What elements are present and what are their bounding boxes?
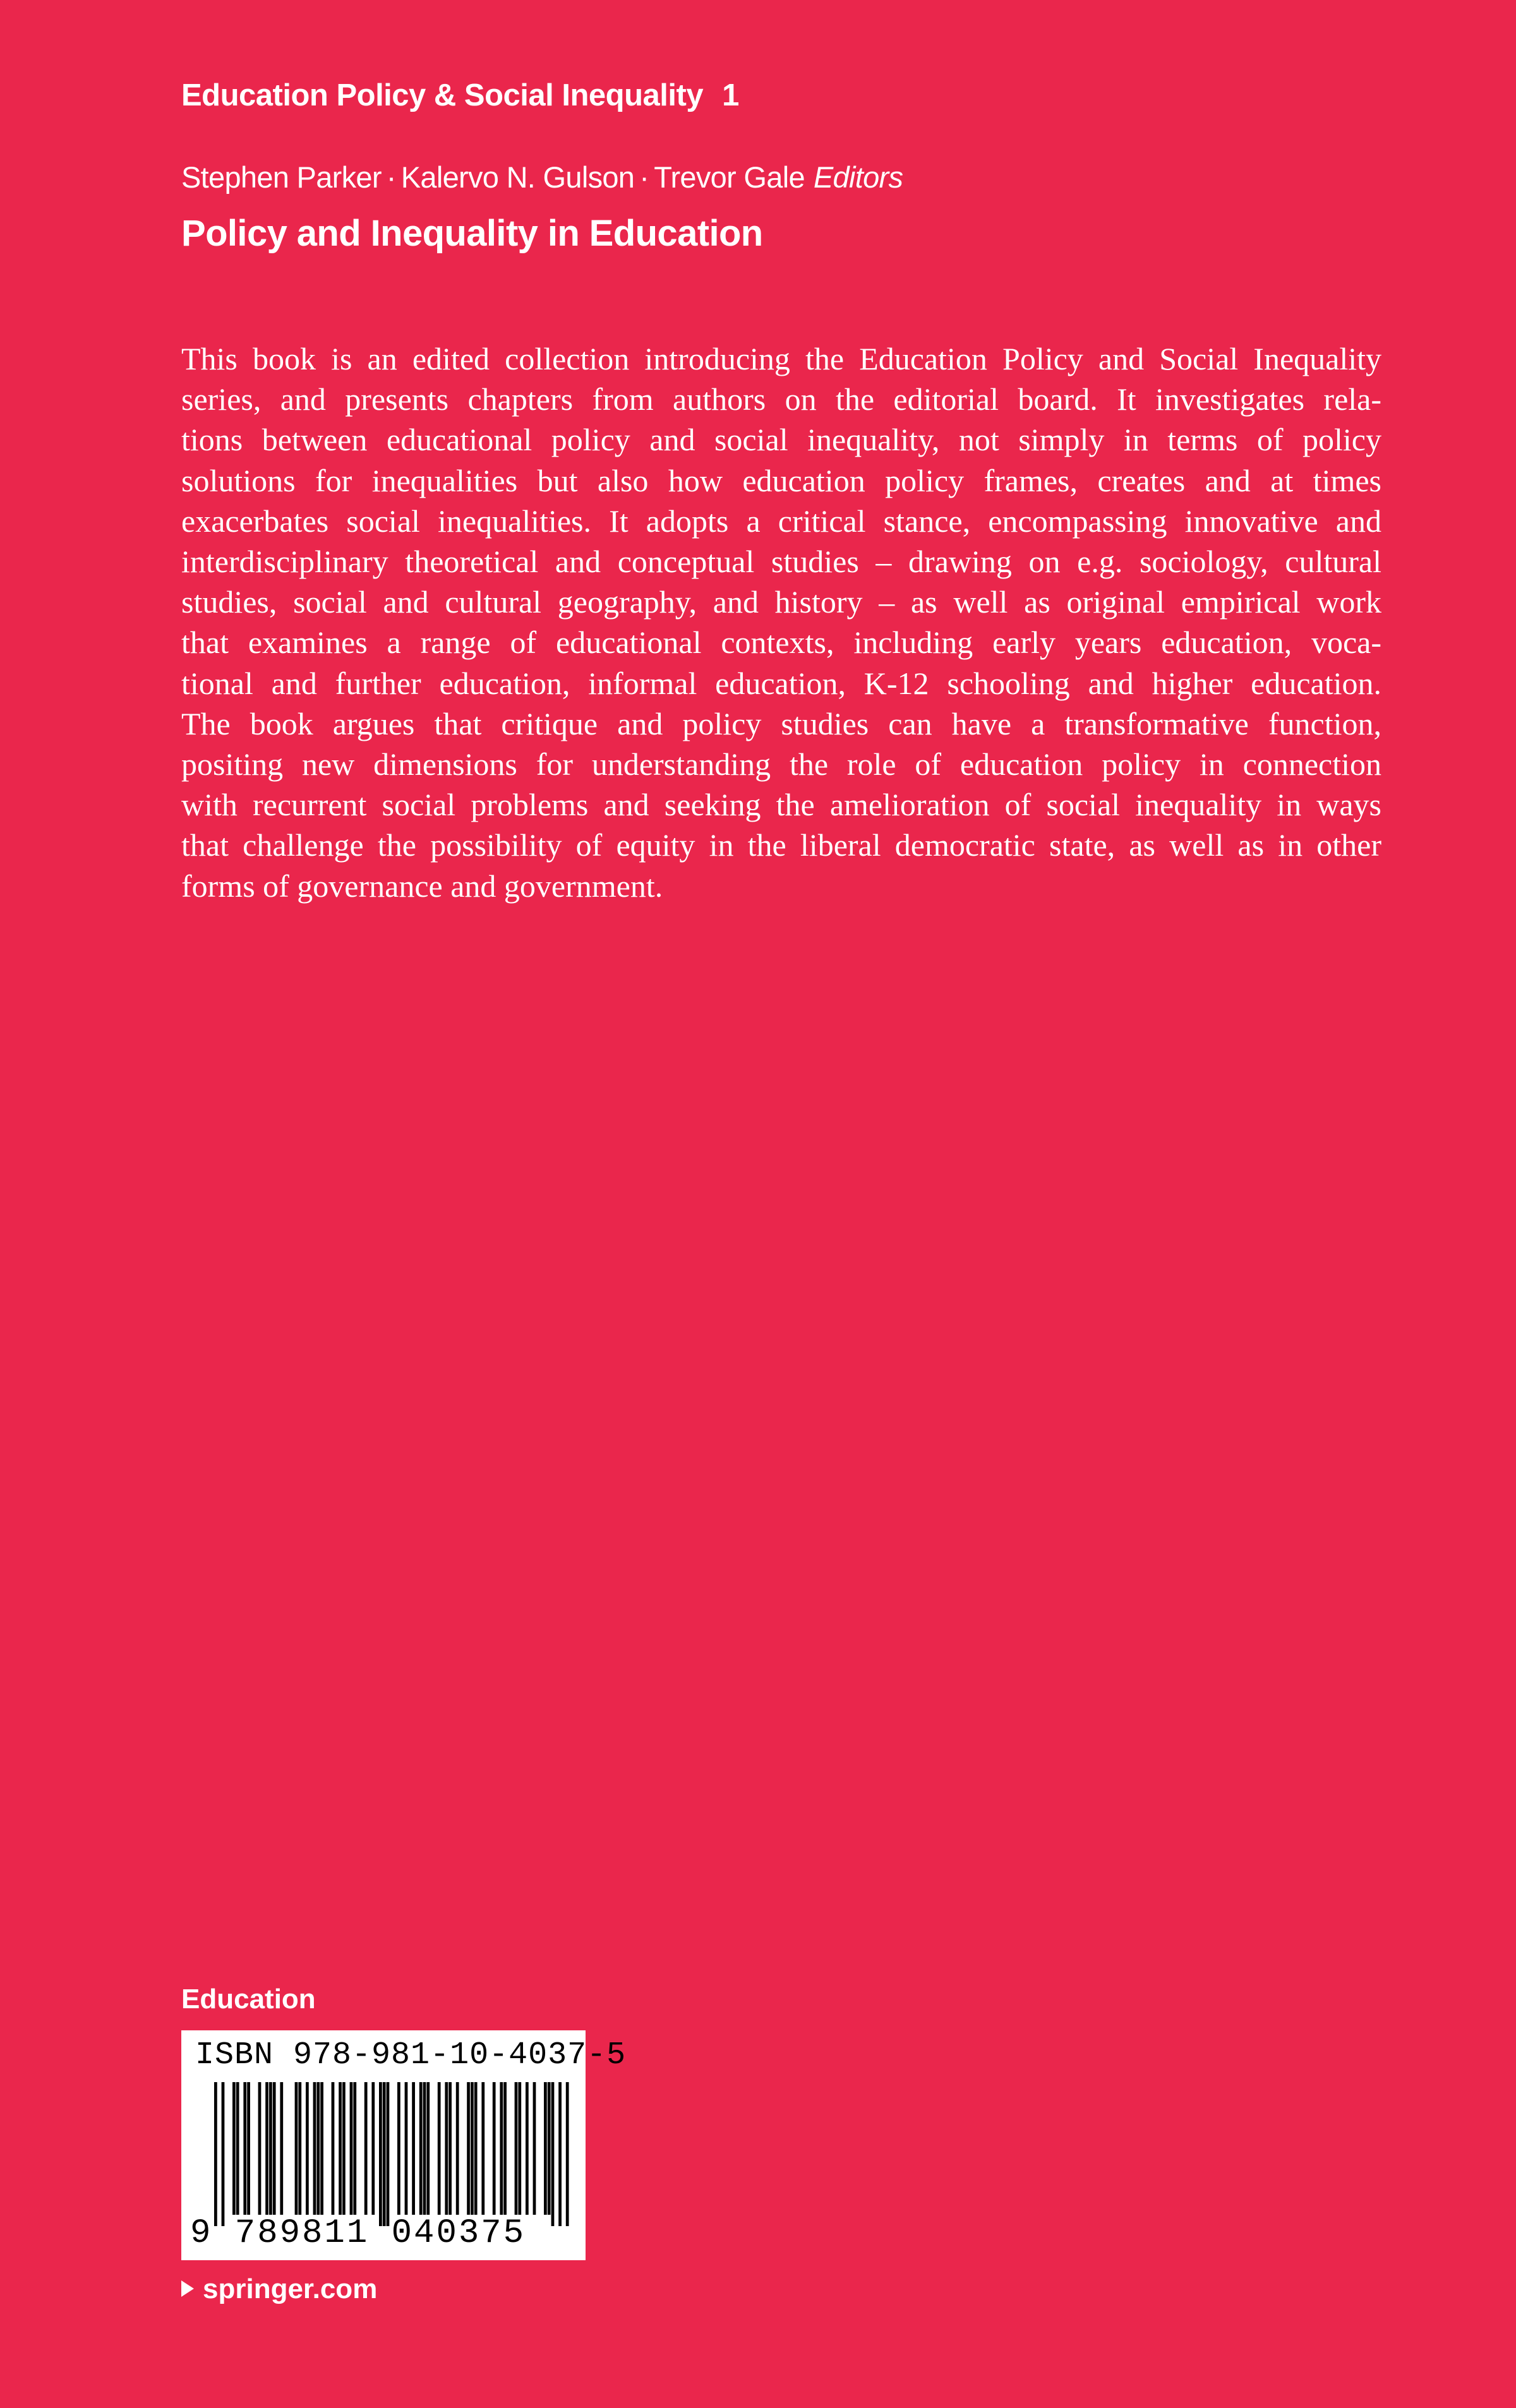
description-line: tions between educational policy and social inequality, not simply in terms of policy <box>181 422 1381 458</box>
barcode-bar <box>342 2082 346 2215</box>
barcode-bar <box>332 2082 335 2215</box>
barcode-bar <box>474 2082 478 2215</box>
description-line: series, and presents chapters from authors on the editorial board. It investigates rela- <box>181 381 1381 417</box>
barcode-bar <box>222 2082 225 2226</box>
barcode-bar <box>526 2082 529 2215</box>
barcode-bar <box>353 2082 356 2215</box>
barcode-bar <box>544 2082 547 2215</box>
ean-digits: 9 789811 040375 <box>190 2214 526 2253</box>
barcode-bar <box>423 2082 426 2215</box>
barcode-bar <box>566 2082 569 2226</box>
barcode-bar <box>467 2082 470 2215</box>
editor-name: Stephen Parker <box>181 160 382 194</box>
barcode-bar <box>471 2082 474 2215</box>
barcode-bar <box>448 2082 452 2215</box>
barcode-bar <box>503 2082 507 2215</box>
description-line: that examines a range of educational contexts, including early years education, voca- <box>181 625 1381 661</box>
description-line: positing new dimensions for understanding the role of education policy in connection <box>181 746 1381 782</box>
barcode-bar <box>558 2082 562 2226</box>
barcode-bar <box>269 2082 272 2215</box>
barcode-bar <box>500 2082 503 2215</box>
description-line: that challenge the possibility of equity in the liberal democratic state, as well as in other <box>181 827 1381 863</box>
book-description <box>181 338 1381 906</box>
description-line: tional and further education, informal education, K-12 schooling and higher education. <box>181 665 1381 701</box>
barcode-bar <box>313 2082 316 2215</box>
barcode-bar <box>298 2082 301 2215</box>
barcode-bar <box>364 2082 368 2215</box>
barcode-bar <box>350 2082 353 2215</box>
editors-role: Editors <box>813 160 903 194</box>
barcode-bar <box>481 2082 484 2215</box>
barcode-bar <box>280 2082 283 2215</box>
barcode-bar <box>405 2082 408 2215</box>
barcode-bar <box>387 2082 390 2226</box>
barcode-bar <box>518 2082 521 2215</box>
description-line: interdisciplinary theoretical and conceptual studies – drawing on e.g. sociology, cultural <box>181 544 1381 580</box>
barcode-bar <box>236 2082 239 2215</box>
barcode-bar <box>515 2082 518 2215</box>
description-line: The book argues that critique and policy studies can have a transformative function, <box>181 705 1381 741</box>
barcode-bar <box>306 2082 309 2215</box>
editor-name: Trevor Gale <box>654 160 805 194</box>
description-line: studies, social and cultural geography, and history – as well as original empirical work <box>181 584 1381 620</box>
barcode-bar <box>371 2082 375 2215</box>
series-name: Education Policy & Social Inequality <box>181 78 704 112</box>
barcode-bar <box>265 2082 268 2215</box>
barcode-bar <box>548 2082 551 2215</box>
publisher-link[interactable] <box>181 2272 377 2307</box>
series-number: 1 <box>722 78 739 112</box>
barcode-bar <box>383 2082 386 2226</box>
barcode-bar <box>438 2082 441 2215</box>
barcode-bar <box>247 2082 250 2215</box>
barcode-bar <box>243 2082 246 2215</box>
arrow-right-icon <box>181 2280 194 2297</box>
isbn-barcode <box>181 2030 627 2260</box>
barcode-bar <box>412 2082 415 2215</box>
publisher-url: springer.com <box>203 2273 378 2304</box>
barcode-bar <box>320 2082 323 2215</box>
editor-separator: · <box>639 160 649 194</box>
barcode-bar <box>419 2082 423 2215</box>
barcode-bar <box>397 2082 400 2215</box>
barcode-bar <box>445 2082 448 2215</box>
description-line: solutions for inequalities but also how education policy frames, creates and at times <box>181 462 1381 498</box>
barcode-bar <box>273 2082 276 2215</box>
editors-line <box>181 158 903 197</box>
isbn-label: ISBN 978-981-10-4037-5 <box>195 2037 627 2073</box>
description-line: with recurrent social problems and seeking the amelioration of social inequality in ways <box>181 787 1381 823</box>
barcode-bar <box>295 2082 298 2215</box>
description-line: This book is an edited collection introducing the Education Policy and Social Inequality <box>181 341 1381 376</box>
barcode-bar <box>214 2082 217 2226</box>
barcode-bar <box>551 2082 555 2226</box>
barcode-bar <box>493 2082 496 2215</box>
subject-category: Education <box>181 1984 316 2015</box>
barcode-bar <box>316 2082 320 2215</box>
series-title <box>181 75 739 116</box>
barcode-bar <box>533 2082 536 2215</box>
barcode-bar <box>456 2082 459 2215</box>
barcode-bar <box>426 2082 430 2215</box>
book-title: Policy and Inequality in Education <box>181 213 763 254</box>
editor-name: Kalervo N. Gulson <box>400 160 635 194</box>
barcode-bar <box>339 2082 342 2215</box>
barcode-bar <box>379 2082 382 2226</box>
description-line: forms of governance and government. <box>181 868 663 904</box>
editor-separator: · <box>386 160 396 194</box>
barcode-bar <box>258 2082 262 2215</box>
barcode-bar <box>232 2082 236 2215</box>
description-line: exacerbates social inequalities. It adopts a critical stance, encompassing innovative and <box>181 503 1381 539</box>
